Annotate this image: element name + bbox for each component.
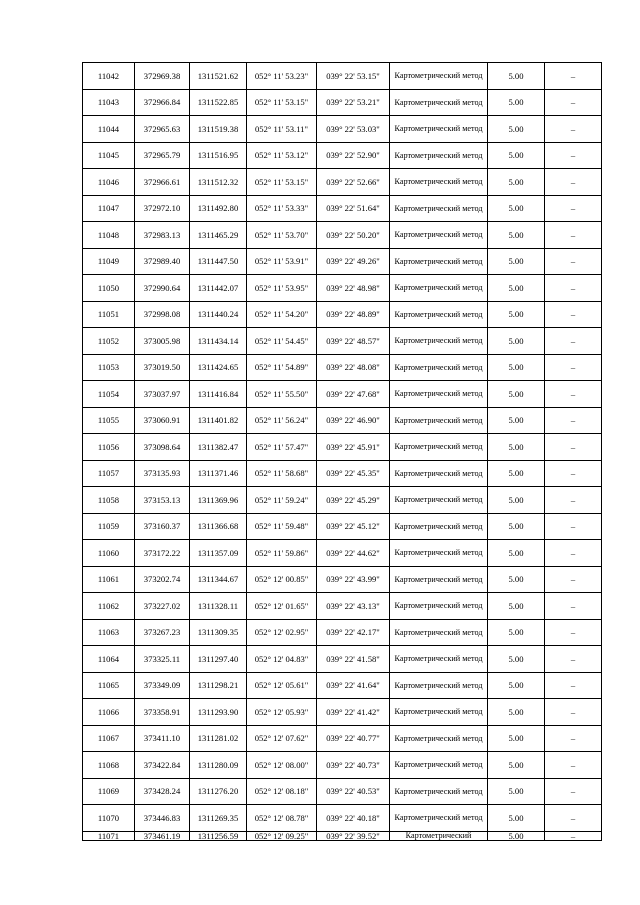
cell-accuracy: 5.00 — [488, 805, 545, 832]
cell-method: Картометрический метод — [390, 116, 488, 143]
cell-note: – — [545, 116, 602, 143]
cell-latitude: 052° 11' 59.48" — [247, 513, 317, 540]
cell-coord-x: 373037.97 — [135, 381, 190, 408]
coordinates-table-body — [83, 63, 602, 841]
cell-coord-x: 372966.84 — [135, 89, 190, 116]
cell-accuracy: 5.00 — [488, 540, 545, 567]
cell-method: Картометрический метод — [390, 487, 488, 514]
cell-accuracy: 5.00 — [488, 646, 545, 673]
cell-method: Картометрический метод — [390, 354, 488, 381]
cell-point-number: 11061 — [83, 566, 135, 593]
cell-method: Картометрический метод — [390, 805, 488, 832]
cell-accuracy: 5.00 — [488, 619, 545, 646]
cell-method: Картометрический — [390, 831, 488, 840]
cell-coord-x: 373060.91 — [135, 407, 190, 434]
cell-accuracy: 5.00 — [488, 513, 545, 540]
cell-latitude: 052° 11' 56.24" — [247, 407, 317, 434]
cell-accuracy: 5.00 — [488, 725, 545, 752]
cell-note: – — [545, 381, 602, 408]
cell-accuracy: 5.00 — [488, 460, 545, 487]
cell-accuracy: 5.00 — [488, 831, 545, 840]
cell-note: – — [545, 407, 602, 434]
cell-coord-y: 1311382.47 — [190, 434, 247, 461]
cell-note: – — [545, 619, 602, 646]
cell-coord-y: 1311357.09 — [190, 540, 247, 567]
cell-latitude: 052° 12' 05.93" — [247, 699, 317, 726]
cell-point-number: 11049 — [83, 248, 135, 275]
cell-latitude: 052° 11' 53.15" — [247, 89, 317, 116]
cell-coord-x: 373153.13 — [135, 487, 190, 514]
cell-coord-x: 373461.19 — [135, 831, 190, 840]
cell-coord-y: 1311328.11 — [190, 593, 247, 620]
cell-coord-x: 372965.79 — [135, 142, 190, 169]
cell-accuracy: 5.00 — [488, 434, 545, 461]
cell-latitude: 052° 11' 54.20" — [247, 301, 317, 328]
cell-point-number: 11051 — [83, 301, 135, 328]
cell-point-number: 11063 — [83, 619, 135, 646]
cell-coord-y: 1311512.32 — [190, 169, 247, 196]
cell-accuracy: 5.00 — [488, 222, 545, 249]
cell-note: – — [545, 248, 602, 275]
cell-latitude: 052° 11' 53.11" — [247, 116, 317, 143]
cell-latitude: 052° 12' 05.61" — [247, 672, 317, 699]
cell-point-number: 11046 — [83, 169, 135, 196]
cell-method: Картометрический метод — [390, 169, 488, 196]
table-row — [83, 752, 602, 779]
cell-coord-y: 1311309.35 — [190, 619, 247, 646]
cell-method: Картометрический метод — [390, 540, 488, 567]
cell-latitude: 052° 11' 58.68" — [247, 460, 317, 487]
cell-longitude: 039° 22' 45.91" — [317, 434, 390, 461]
table-row — [83, 778, 602, 805]
cell-point-number: 11069 — [83, 778, 135, 805]
cell-latitude: 052° 12' 08.00" — [247, 752, 317, 779]
cell-coord-y: 1311521.62 — [190, 63, 247, 90]
cell-point-number: 11053 — [83, 354, 135, 381]
cell-point-number: 11050 — [83, 275, 135, 302]
cell-coord-x: 372983.13 — [135, 222, 190, 249]
cell-coord-x: 373446.83 — [135, 805, 190, 832]
cell-coord-x: 372990.64 — [135, 275, 190, 302]
table-row — [83, 513, 602, 540]
cell-coord-y: 1311447.50 — [190, 248, 247, 275]
cell-latitude: 052° 11' 55.50" — [247, 381, 317, 408]
cell-coord-y: 1311416.84 — [190, 381, 247, 408]
cell-longitude: 039° 22' 41.64" — [317, 672, 390, 699]
cell-latitude: 052° 12' 09.25" — [247, 831, 317, 840]
cell-point-number: 11060 — [83, 540, 135, 567]
cell-point-number: 11057 — [83, 460, 135, 487]
cell-coord-y: 1311297.40 — [190, 646, 247, 673]
cell-accuracy: 5.00 — [488, 248, 545, 275]
cell-point-number: 11062 — [83, 593, 135, 620]
cell-longitude: 039° 22' 40.18" — [317, 805, 390, 832]
cell-coord-x: 373358.91 — [135, 699, 190, 726]
cell-latitude: 052° 12' 04.83" — [247, 646, 317, 673]
cell-latitude: 052° 11' 53.23" — [247, 63, 317, 90]
cell-latitude: 052° 11' 53.12" — [247, 142, 317, 169]
cell-note: – — [545, 222, 602, 249]
cell-method: Картометрический метод — [390, 434, 488, 461]
cell-coord-x: 373019.50 — [135, 354, 190, 381]
cell-accuracy: 5.00 — [488, 275, 545, 302]
table-row — [83, 275, 602, 302]
cell-longitude: 039° 22' 51.64" — [317, 195, 390, 222]
cell-latitude: 052° 11' 59.24" — [247, 487, 317, 514]
table-row — [83, 116, 602, 143]
cell-accuracy: 5.00 — [488, 487, 545, 514]
table-row — [83, 222, 602, 249]
table-row — [83, 619, 602, 646]
cell-method: Картометрический метод — [390, 301, 488, 328]
cell-note: – — [545, 778, 602, 805]
cell-accuracy: 5.00 — [488, 593, 545, 620]
cell-coord-x: 372966.61 — [135, 169, 190, 196]
cell-coord-y: 1311276.20 — [190, 778, 247, 805]
cell-longitude: 039° 22' 43.13" — [317, 593, 390, 620]
cell-coord-x: 373160.37 — [135, 513, 190, 540]
table-row — [83, 434, 602, 461]
cell-longitude: 039° 22' 50.20" — [317, 222, 390, 249]
cell-note: – — [545, 460, 602, 487]
cell-method: Картометрический метод — [390, 725, 488, 752]
cell-coord-x: 373349.09 — [135, 672, 190, 699]
table-row — [83, 301, 602, 328]
cell-point-number: 11048 — [83, 222, 135, 249]
cell-longitude: 039° 22' 45.29" — [317, 487, 390, 514]
cell-method: Картометрический метод — [390, 275, 488, 302]
cell-coord-y: 1311465.29 — [190, 222, 247, 249]
cell-accuracy: 5.00 — [488, 354, 545, 381]
table-row — [83, 540, 602, 567]
cell-point-number: 11071 — [83, 831, 135, 840]
cell-longitude: 039° 22' 40.77" — [317, 725, 390, 752]
cell-point-number: 11043 — [83, 89, 135, 116]
cell-point-number: 11068 — [83, 752, 135, 779]
cell-method: Картометрический метод — [390, 672, 488, 699]
cell-note: – — [545, 672, 602, 699]
cell-coord-y: 1311344.67 — [190, 566, 247, 593]
cell-note: – — [545, 63, 602, 90]
cell-method: Картометрический метод — [390, 646, 488, 673]
cell-longitude: 039° 22' 40.53" — [317, 778, 390, 805]
cell-method: Картометрический метод — [390, 619, 488, 646]
cell-longitude: 039° 22' 44.62" — [317, 540, 390, 567]
cell-point-number: 11058 — [83, 487, 135, 514]
cell-method: Картометрический метод — [390, 407, 488, 434]
cell-longitude: 039° 22' 48.57" — [317, 328, 390, 355]
table-row — [83, 460, 602, 487]
cell-method: Картометрический метод — [390, 142, 488, 169]
cell-accuracy: 5.00 — [488, 752, 545, 779]
cell-longitude: 039° 22' 41.42" — [317, 699, 390, 726]
cell-coord-y: 1311492.80 — [190, 195, 247, 222]
table-row — [83, 487, 602, 514]
table-row — [83, 89, 602, 116]
cell-longitude: 039° 22' 39.52" — [317, 831, 390, 840]
cell-accuracy: 5.00 — [488, 116, 545, 143]
cell-coord-y: 1311298.21 — [190, 672, 247, 699]
cell-longitude: 039° 22' 53.15" — [317, 63, 390, 90]
cell-coord-y: 1311371.46 — [190, 460, 247, 487]
cell-method: Картометрический метод — [390, 222, 488, 249]
cell-latitude: 052° 11' 59.86" — [247, 540, 317, 567]
cell-method: Картометрический метод — [390, 195, 488, 222]
cell-coord-x: 373005.98 — [135, 328, 190, 355]
cell-method: Картометрический метод — [390, 63, 488, 90]
cell-coord-x: 372989.40 — [135, 248, 190, 275]
cell-accuracy: 5.00 — [488, 301, 545, 328]
cell-method: Картометрический метод — [390, 460, 488, 487]
cell-accuracy: 5.00 — [488, 89, 545, 116]
cell-method: Картометрический метод — [390, 778, 488, 805]
cell-coord-x: 373411.10 — [135, 725, 190, 752]
table-row — [83, 142, 602, 169]
cell-coord-x: 373428.24 — [135, 778, 190, 805]
cell-point-number: 11064 — [83, 646, 135, 673]
cell-note: – — [545, 275, 602, 302]
table-row — [83, 593, 602, 620]
cell-coord-y: 1311401.82 — [190, 407, 247, 434]
cell-note: – — [545, 328, 602, 355]
cell-point-number: 11055 — [83, 407, 135, 434]
cell-latitude: 052° 12' 01.65" — [247, 593, 317, 620]
cell-accuracy: 5.00 — [488, 778, 545, 805]
cell-latitude: 052° 12' 00.85" — [247, 566, 317, 593]
cell-coord-y: 1311269.35 — [190, 805, 247, 832]
cell-coord-x: 373267.23 — [135, 619, 190, 646]
cell-point-number: 11056 — [83, 434, 135, 461]
cell-method: Картометрический метод — [390, 381, 488, 408]
cell-note: – — [545, 540, 602, 567]
coordinates-table — [82, 62, 602, 841]
cell-longitude: 039° 22' 41.58" — [317, 646, 390, 673]
cell-point-number: 11045 — [83, 142, 135, 169]
cell-accuracy: 5.00 — [488, 699, 545, 726]
cell-latitude: 052° 11' 57.47" — [247, 434, 317, 461]
table-row — [83, 169, 602, 196]
cell-latitude: 052° 11' 53.15" — [247, 169, 317, 196]
cell-note: – — [545, 301, 602, 328]
cell-coord-x: 372969.38 — [135, 63, 190, 90]
cell-note: – — [545, 169, 602, 196]
cell-note: – — [545, 487, 602, 514]
cell-coord-y: 1311366.68 — [190, 513, 247, 540]
cell-coord-x: 372998.08 — [135, 301, 190, 328]
table-row — [83, 831, 602, 840]
cell-coord-y: 1311293.90 — [190, 699, 247, 726]
cell-coord-x: 372965.63 — [135, 116, 190, 143]
cell-note: – — [545, 699, 602, 726]
cell-latitude: 052° 12' 02.95" — [247, 619, 317, 646]
cell-note: – — [545, 831, 602, 840]
cell-coord-x: 373202.74 — [135, 566, 190, 593]
cell-coord-y: 1311424.65 — [190, 354, 247, 381]
cell-point-number: 11054 — [83, 381, 135, 408]
cell-longitude: 039° 22' 52.90" — [317, 142, 390, 169]
cell-method: Картометрический метод — [390, 513, 488, 540]
cell-point-number: 11070 — [83, 805, 135, 832]
cell-coord-y: 1311442.07 — [190, 275, 247, 302]
cell-point-number: 11059 — [83, 513, 135, 540]
table-row — [83, 566, 602, 593]
cell-note: – — [545, 805, 602, 832]
table-row — [83, 672, 602, 699]
cell-longitude: 039° 22' 49.26" — [317, 248, 390, 275]
table-row — [83, 725, 602, 752]
table-row — [83, 805, 602, 832]
table-row — [83, 354, 602, 381]
cell-point-number: 11052 — [83, 328, 135, 355]
cell-coord-y: 1311256.59 — [190, 831, 247, 840]
table-row — [83, 381, 602, 408]
cell-coord-x: 372972.10 — [135, 195, 190, 222]
cell-accuracy: 5.00 — [488, 328, 545, 355]
cell-longitude: 039° 22' 53.03" — [317, 116, 390, 143]
cell-point-number: 11067 — [83, 725, 135, 752]
cell-latitude: 052° 11' 53.95" — [247, 275, 317, 302]
cell-latitude: 052° 11' 54.89" — [247, 354, 317, 381]
cell-longitude: 039° 22' 45.35" — [317, 460, 390, 487]
cell-latitude: 052° 11' 53.91" — [247, 248, 317, 275]
cell-note: – — [545, 566, 602, 593]
cell-method: Картометрический метод — [390, 328, 488, 355]
cell-longitude: 039° 22' 48.98" — [317, 275, 390, 302]
cell-note: – — [545, 354, 602, 381]
cell-coord-x: 373422.84 — [135, 752, 190, 779]
cell-note: – — [545, 725, 602, 752]
cell-longitude: 039° 22' 52.66" — [317, 169, 390, 196]
cell-accuracy: 5.00 — [488, 63, 545, 90]
cell-point-number: 11066 — [83, 699, 135, 726]
cell-latitude: 052° 11' 53.70" — [247, 222, 317, 249]
cell-note: – — [545, 89, 602, 116]
cell-accuracy: 5.00 — [488, 142, 545, 169]
cell-method: Картометрический метод — [390, 593, 488, 620]
cell-coord-y: 1311519.38 — [190, 116, 247, 143]
cell-coord-x: 373172.22 — [135, 540, 190, 567]
cell-method: Картометрический метод — [390, 752, 488, 779]
cell-coord-x: 373227.02 — [135, 593, 190, 620]
cell-note: – — [545, 646, 602, 673]
table-row — [83, 646, 602, 673]
cell-latitude: 052° 11' 53.33" — [247, 195, 317, 222]
cell-coord-y: 1311522.85 — [190, 89, 247, 116]
table-row — [83, 195, 602, 222]
cell-note: – — [545, 142, 602, 169]
cell-note: – — [545, 593, 602, 620]
cell-method: Картометрический метод — [390, 699, 488, 726]
cell-method: Картометрический метод — [390, 89, 488, 116]
table-row — [83, 699, 602, 726]
cell-accuracy: 5.00 — [488, 169, 545, 196]
cell-accuracy: 5.00 — [488, 381, 545, 408]
table-row — [83, 248, 602, 275]
cell-latitude: 052° 11' 54.45" — [247, 328, 317, 355]
cell-method: Картометрический метод — [390, 248, 488, 275]
cell-longitude: 039° 22' 46.90" — [317, 407, 390, 434]
cell-coord-y: 1311440.24 — [190, 301, 247, 328]
cell-longitude: 039° 22' 48.08" — [317, 354, 390, 381]
cell-longitude: 039° 22' 53.21" — [317, 89, 390, 116]
cell-longitude: 039° 22' 48.89" — [317, 301, 390, 328]
cell-coord-y: 1311516.95 — [190, 142, 247, 169]
cell-coord-x: 373325.11 — [135, 646, 190, 673]
cell-note: – — [545, 434, 602, 461]
table-row — [83, 407, 602, 434]
cell-note: – — [545, 195, 602, 222]
cell-longitude: 039° 22' 40.73" — [317, 752, 390, 779]
cell-longitude: 039° 22' 42.17" — [317, 619, 390, 646]
cell-coord-x: 373135.93 — [135, 460, 190, 487]
cell-point-number: 11044 — [83, 116, 135, 143]
cell-coord-x: 373098.64 — [135, 434, 190, 461]
cell-accuracy: 5.00 — [488, 672, 545, 699]
table-row — [83, 328, 602, 355]
cell-coord-y: 1311434.14 — [190, 328, 247, 355]
cell-accuracy: 5.00 — [488, 566, 545, 593]
cell-longitude: 039° 22' 43.99" — [317, 566, 390, 593]
cell-latitude: 052° 12' 08.78" — [247, 805, 317, 832]
cell-accuracy: 5.00 — [488, 195, 545, 222]
cell-longitude: 039° 22' 47.68" — [317, 381, 390, 408]
cell-point-number: 11047 — [83, 195, 135, 222]
cell-latitude: 052° 12' 07.62" — [247, 725, 317, 752]
table-row — [83, 63, 602, 90]
cell-longitude: 039° 22' 45.12" — [317, 513, 390, 540]
cell-note: – — [545, 513, 602, 540]
cell-note: – — [545, 752, 602, 779]
cell-accuracy: 5.00 — [488, 407, 545, 434]
cell-coord-y: 1311280.09 — [190, 752, 247, 779]
cell-point-number: 11042 — [83, 63, 135, 90]
cell-coord-y: 1311369.96 — [190, 487, 247, 514]
cell-point-number: 11065 — [83, 672, 135, 699]
cell-method: Картометрический метод — [390, 566, 488, 593]
cell-latitude: 052° 12' 08.18" — [247, 778, 317, 805]
cell-coord-y: 1311281.02 — [190, 725, 247, 752]
